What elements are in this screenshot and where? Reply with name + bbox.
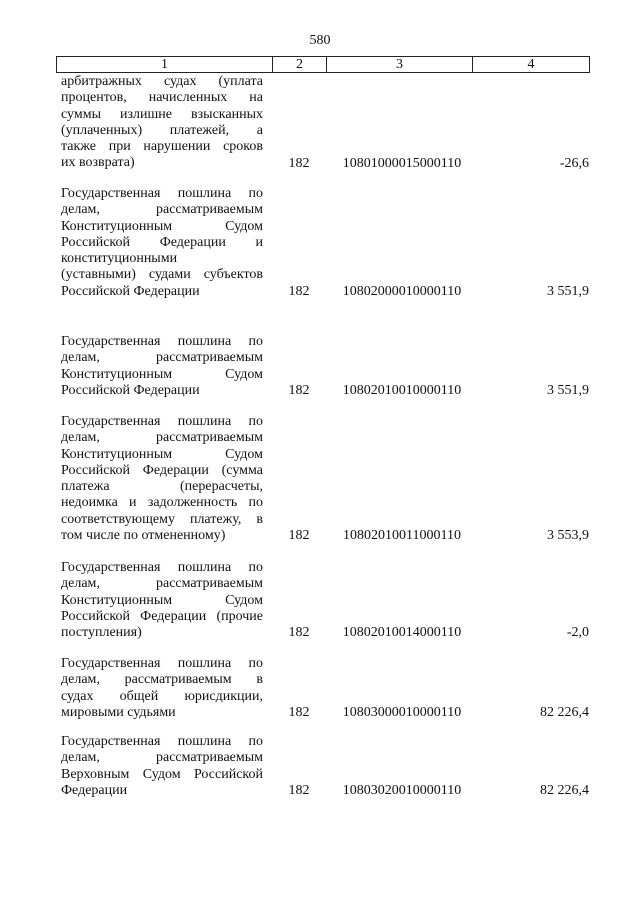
description-line: их возврата) xyxy=(61,155,135,171)
description-line: Государственная пошлина по xyxy=(61,656,263,671)
description-line: делам, рассматриваемым xyxy=(61,750,263,766)
kbk-code-cell: 10802010010000110 xyxy=(342,383,462,398)
description-line: суммы излишне взысканных xyxy=(61,106,263,122)
admin-code-cell: 182 xyxy=(288,283,310,299)
kbk-code-cell: 10802010014000110 xyxy=(342,625,462,641)
table-row xyxy=(61,656,589,721)
row-description xyxy=(61,734,263,799)
amount-cell: 82 226,4 xyxy=(540,783,589,798)
table-row xyxy=(61,74,589,172)
row-description xyxy=(61,414,263,544)
description-line: Российской Федерации xyxy=(61,382,200,398)
table-row xyxy=(61,334,589,399)
description-line: конституционными xyxy=(61,251,178,266)
amount-cell: -26,6 xyxy=(559,155,589,171)
description-line: Государственная пошлина по xyxy=(61,334,263,349)
admin-code-cell: 182 xyxy=(288,625,310,641)
kbk-code-cell: 10803000010000110 xyxy=(342,705,462,720)
row-description xyxy=(61,656,263,721)
description-line: Государственная пошлина по xyxy=(61,186,263,201)
admin-code-cell: 182 xyxy=(288,155,310,171)
description-line: Государственная пошлина по xyxy=(61,734,263,749)
description-line: делам, рассматриваемым в xyxy=(61,672,263,688)
column-header-3: 3 xyxy=(327,57,473,72)
description-line: недоимка и задолженность по xyxy=(61,495,263,511)
description-line: Конституционным Судом xyxy=(61,446,263,462)
description-line: Конституционным Судом xyxy=(61,366,263,382)
column-header-1: 1 xyxy=(57,57,273,72)
description-line: Российской Федерации (сумма xyxy=(61,462,263,478)
admin-code-cell: 182 xyxy=(288,528,310,543)
description-line: делам, рассматриваемым xyxy=(61,576,263,592)
description-line: также при нарушении сроков xyxy=(61,139,263,154)
amount-cell: 3 551,9 xyxy=(547,283,589,299)
page-number: 580 xyxy=(309,33,331,48)
admin-code-cell: 182 xyxy=(288,705,310,720)
kbk-code-cell: 10802000010000110 xyxy=(342,283,462,299)
table-row xyxy=(61,414,589,544)
row-description xyxy=(61,334,263,399)
table-row xyxy=(61,560,589,641)
description-line: процентов, начисленных на xyxy=(61,90,263,106)
description-line: арбитражных судах (уплата xyxy=(61,74,263,89)
description-line: Конституционным Судом xyxy=(61,218,263,234)
description-line: Российской Федерации и xyxy=(61,234,263,250)
column-header-4: 4 xyxy=(527,57,535,72)
kbk-code-cell: 10803020010000110 xyxy=(342,783,462,798)
description-line: (уставными) судами субъектов xyxy=(61,267,263,283)
description-line: мировыми судьями xyxy=(61,704,176,720)
admin-code-cell: 182 xyxy=(288,383,310,398)
row-description xyxy=(61,74,263,172)
column-header-2: 2 xyxy=(273,57,327,72)
description-line: том числе по отмененному) xyxy=(61,527,226,543)
description-line: Государственная пошлина по xyxy=(61,414,263,429)
description-line: (уплаченных) платежей, а xyxy=(61,122,263,138)
row-description xyxy=(61,560,263,641)
description-line: делам, рассматриваемым xyxy=(61,202,263,218)
amount-cell: -2,0 xyxy=(566,625,589,641)
description-line: Верховным Судом Российской xyxy=(61,766,263,782)
description-line: Федерации xyxy=(61,782,128,798)
description-line: делам, рассматриваемым xyxy=(61,430,263,446)
description-line: судах общей юрисдикции, xyxy=(61,688,263,704)
table-row xyxy=(61,186,589,300)
description-line: Российской Федерации xyxy=(61,283,200,299)
admin-code-cell: 182 xyxy=(288,783,310,798)
amount-cell: 3 553,9 xyxy=(547,528,589,543)
description-line: платежа (перерасчеты, xyxy=(61,479,263,494)
amount-cell: 82 226,4 xyxy=(540,705,589,720)
description-line: делам, рассматриваемым xyxy=(61,350,263,366)
kbk-code-cell: 10801000015000110 xyxy=(342,155,462,171)
row-description xyxy=(61,186,263,300)
description-line: Государственная пошлина по xyxy=(61,560,263,575)
amount-cell: 3 551,9 xyxy=(547,383,589,398)
kbk-code-cell: 10802010011000110 xyxy=(343,528,461,543)
description-line: соответствующему платежу, в xyxy=(61,511,263,527)
description-line: Российской Федерации (прочие xyxy=(61,608,263,624)
description-line: поступления) xyxy=(61,625,142,640)
table-row xyxy=(61,734,589,799)
description-line: Конституционным Судом xyxy=(61,592,263,608)
